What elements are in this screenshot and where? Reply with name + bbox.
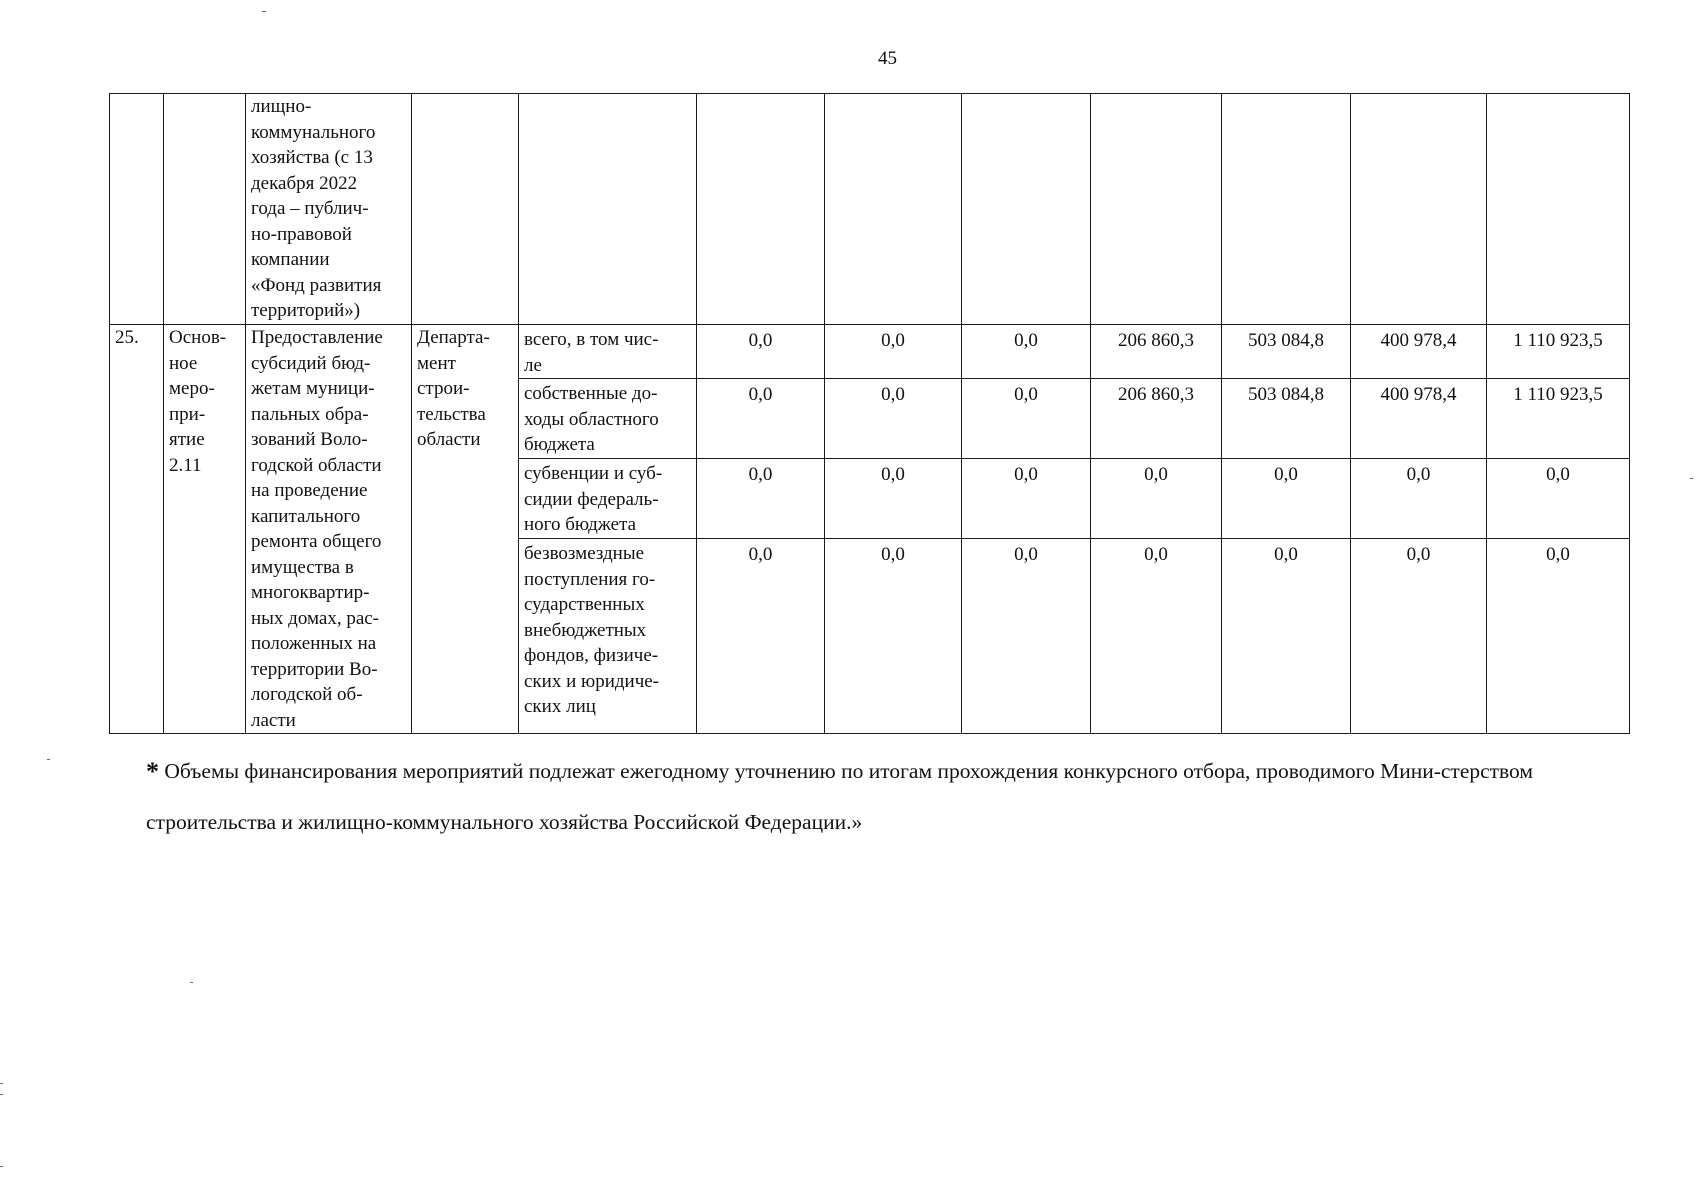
value-cell: 0,0 bbox=[697, 325, 825, 379]
cell-index bbox=[110, 94, 164, 325]
cell-value bbox=[1351, 94, 1487, 325]
continuation-row bbox=[110, 94, 1630, 325]
value-cell: 0,0 bbox=[1351, 539, 1487, 734]
cell-value bbox=[825, 94, 962, 325]
cell-value bbox=[697, 94, 825, 325]
value-cell: 400 978,4 bbox=[1351, 325, 1487, 379]
value-cell: 503 084,8 bbox=[1222, 379, 1351, 459]
value-cell: 0,0 bbox=[697, 379, 825, 459]
row-index: 25. bbox=[110, 325, 164, 734]
value-cell: 0,0 bbox=[697, 539, 825, 734]
scan-mark bbox=[47, 759, 50, 760]
footnote-text: Объемы финансирования мероприятий подлежат ежегодному уточнению по итогам прохождения конкурсного отбора, проводимого Мини-стерством строительства и жилищно-коммунального хозяйства Российской Федерации.» bbox=[146, 759, 1533, 834]
row-type: Основ- ное меро- при- ятие 2.11 bbox=[164, 325, 246, 734]
cell-value bbox=[1487, 94, 1630, 325]
row-name: Предоставление субсидий бюд- жетам муници- пальных обра- зований Воло- годской области на проведение капитального ремонта общего имущества в многоквартир- ных домах, рас- положенных на территории Во- логодской об- ласти bbox=[246, 325, 412, 734]
budget-table bbox=[109, 93, 1630, 734]
footnote-asterisk: * bbox=[146, 757, 159, 786]
value-cell: 0,0 bbox=[1091, 539, 1222, 734]
cell-type bbox=[164, 94, 246, 325]
value-cell: 206 860,3 bbox=[1091, 325, 1222, 379]
source-label: безвозмездные поступления го- сударственных внебюджетных фондов, физиче- ских и юридиче- ских лиц bbox=[519, 539, 697, 734]
value-cell: 0,0 bbox=[825, 459, 962, 539]
value-cell: 503 084,8 bbox=[1222, 325, 1351, 379]
source-label: субвенции и суб- сидии федераль- ного бюджета bbox=[519, 459, 697, 539]
footnote bbox=[146, 746, 1626, 847]
cell-value bbox=[962, 94, 1091, 325]
value-cell: 206 860,3 bbox=[1091, 379, 1222, 459]
scan-mark bbox=[190, 982, 193, 983]
value-cell: 0,0 bbox=[1091, 459, 1222, 539]
value-cell: 0,0 bbox=[697, 459, 825, 539]
scan-mark bbox=[262, 11, 266, 12]
row-executor: Департа- мент строи- тельства области bbox=[412, 325, 519, 734]
value-cell: 0,0 bbox=[825, 539, 962, 734]
value-cell: 0,0 bbox=[1222, 539, 1351, 734]
cell-source bbox=[519, 94, 697, 325]
value-cell: 0,0 bbox=[1351, 459, 1487, 539]
scan-mark bbox=[0, 1166, 3, 1167]
value-cell: 1 110 923,5 bbox=[1487, 379, 1630, 459]
scan-mark bbox=[1690, 478, 1693, 479]
value-cell: 0,0 bbox=[1487, 539, 1630, 734]
scan-mark bbox=[0, 1094, 3, 1095]
cell-value bbox=[1091, 94, 1222, 325]
source-label: собственные до- ходы областного бюджета bbox=[519, 379, 697, 459]
cell-executor bbox=[412, 94, 519, 325]
value-cell: 0,0 bbox=[825, 325, 962, 379]
value-cell: 0,0 bbox=[962, 379, 1091, 459]
source-label: всего, в том чис- ле bbox=[519, 325, 697, 379]
value-cell: 1 110 923,5 bbox=[1487, 325, 1630, 379]
value-cell: 0,0 bbox=[825, 379, 962, 459]
value-cell: 0,0 bbox=[1222, 459, 1351, 539]
cell-value bbox=[1222, 94, 1351, 325]
value-cell: 0,0 bbox=[962, 325, 1091, 379]
table-row bbox=[110, 325, 1630, 379]
scan-mark bbox=[0, 1083, 3, 1084]
value-cell: 400 978,4 bbox=[1351, 379, 1487, 459]
value-cell: 0,0 bbox=[962, 539, 1091, 734]
cell-name-continuation: лищно- коммунального хозяйства (с 13 декабря 2022 года – публич- но-правовой компании «Фонд развития территорий») bbox=[246, 94, 412, 325]
value-cell: 0,0 bbox=[962, 459, 1091, 539]
page-number: 45 bbox=[878, 48, 897, 69]
value-cell: 0,0 bbox=[1487, 459, 1630, 539]
